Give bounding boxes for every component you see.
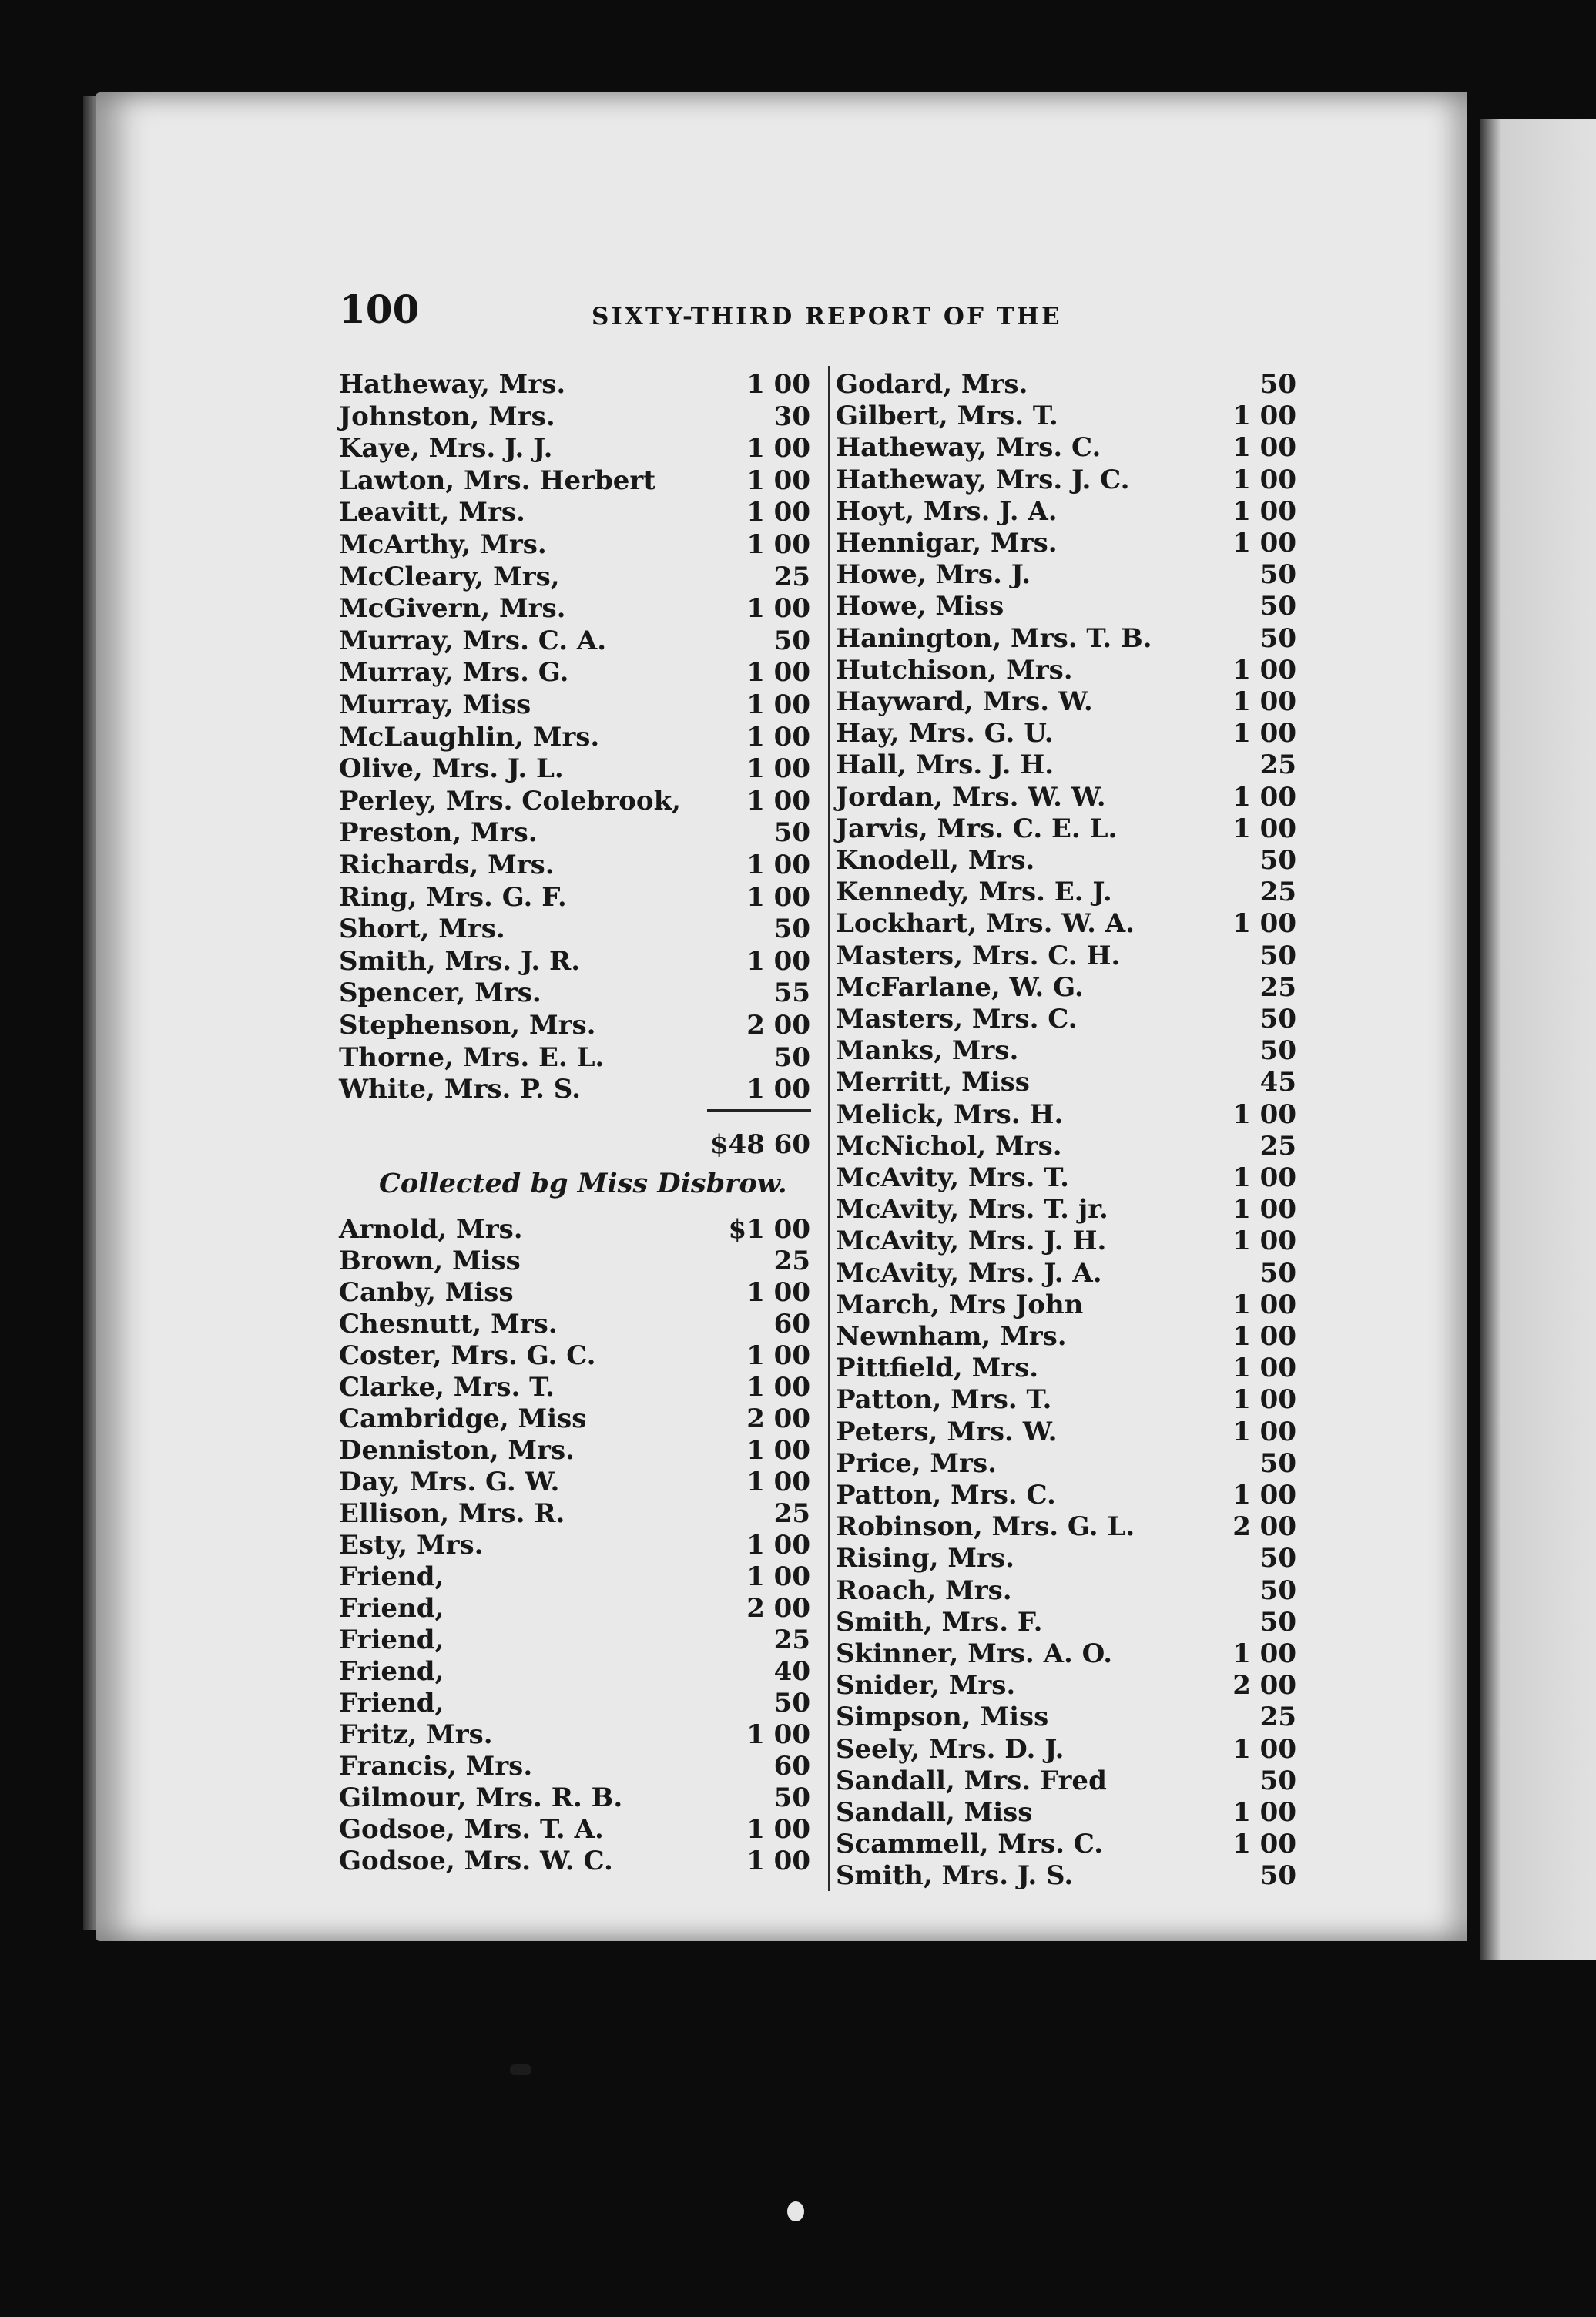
subscriber-name: Godsoe, Mrs. W. C. xyxy=(339,1846,613,1876)
subscriber-row xyxy=(836,1669,1296,1702)
subscription-amount: 1 00 xyxy=(746,1467,810,1497)
subscription-amount: 1 00 xyxy=(1232,464,1296,495)
subscriber-row xyxy=(339,1813,810,1846)
subscriber-name: Sandall, Mrs. Fred xyxy=(836,1765,1107,1796)
subscriber-row xyxy=(339,1687,810,1719)
subscriber-name: Hutchison, Mrs. xyxy=(836,654,1073,686)
subscriber-row xyxy=(339,881,810,914)
subscriber-row xyxy=(339,561,810,593)
subscription-amount: 50 xyxy=(773,625,810,656)
subscriber-name: Masters, Mrs. C. xyxy=(836,1004,1078,1034)
subscriber-row xyxy=(339,1371,810,1403)
subscription-amount: 60 xyxy=(773,1309,810,1340)
subscriber-name: Simpson, Miss xyxy=(836,1702,1049,1733)
subscriber-name: Hatheway, Mrs. J. C. xyxy=(836,464,1130,495)
subscriber-name: Robinson, Mrs. G. L. xyxy=(836,1511,1135,1543)
subscriber-name: Stephenson, Mrs. xyxy=(339,1010,596,1041)
subscriber-row xyxy=(339,1561,810,1593)
subscriber-row xyxy=(339,464,810,497)
subscription-amount: $1 00 xyxy=(728,1214,810,1245)
subscription-amount: 50 xyxy=(1259,1543,1296,1574)
subscription-amount: 2 00 xyxy=(1232,1511,1296,1543)
subscription-amount: 40 xyxy=(773,1656,810,1687)
subscriber-row xyxy=(339,1009,810,1041)
subscription-amount: 2 00 xyxy=(746,1010,810,1041)
subscriber-name: Perley, Mrs. Colebrook, xyxy=(339,785,682,816)
subscription-amount: 50 xyxy=(773,914,810,945)
subscription-amount: 1 00 xyxy=(746,753,810,785)
subscriber-row xyxy=(339,849,810,881)
subscription-amount: 1 00 xyxy=(1232,1733,1296,1765)
subscription-amount: 50 xyxy=(1259,845,1296,876)
subscription-amount: 1 00 xyxy=(746,529,810,560)
subscription-amount: 1 00 xyxy=(1232,1098,1296,1130)
subscription-amount: 50 xyxy=(773,817,810,849)
subscriber-name: Lockhart, Mrs. W. A. xyxy=(836,908,1135,940)
subscription-amount: 1 00 xyxy=(746,881,810,913)
subscription-amount: 45 xyxy=(1259,1067,1296,1098)
subscriber-row xyxy=(836,1003,1296,1035)
subscriber-row xyxy=(836,971,1296,1004)
subscriber-name: Godsoe, Mrs. T. A. xyxy=(339,1814,604,1845)
subscriber-row xyxy=(339,625,810,657)
subscriber-name: Hayward, Mrs. W. xyxy=(836,686,1093,717)
subscription-amount: 25 xyxy=(773,1246,810,1276)
subscriber-name: Richards, Mrs. xyxy=(339,850,555,880)
subscriber-name: Rising, Mrs. xyxy=(836,1543,1014,1574)
subscription-amount: 25 xyxy=(1259,877,1296,908)
subscriber-row xyxy=(339,1073,810,1105)
subscription-amount: 1 00 xyxy=(1232,1416,1296,1447)
subscriber-name: Smith, Mrs. J. S. xyxy=(836,1860,1074,1892)
subscription-amount: 30 xyxy=(773,401,810,432)
subtotal-row xyxy=(339,1128,810,1161)
subscriber-name: Knodell, Mrs. xyxy=(836,845,1035,876)
subscription-amount: 1 00 xyxy=(746,1814,810,1845)
subscriber-row xyxy=(339,1213,810,1246)
subscription-amount: 1 00 xyxy=(1232,908,1296,940)
subscriber-row xyxy=(836,558,1296,591)
subscriber-row xyxy=(339,592,810,625)
subscriber-name: McCleary, Mrs, xyxy=(339,561,560,592)
subscription-amount: 1 00 xyxy=(1232,495,1296,527)
subscriber-row xyxy=(836,876,1296,908)
subscriber-row xyxy=(836,1796,1296,1829)
subscription-amount: 1 00 xyxy=(1232,1638,1296,1669)
subscriber-row xyxy=(339,1245,810,1277)
subscriber-name: Murray, Mrs. G. xyxy=(339,657,569,689)
subscriber-row xyxy=(836,1859,1296,1892)
subscriber-name: Patton, Mrs. T. xyxy=(836,1384,1052,1416)
subscription-amount: 25 xyxy=(1259,749,1296,781)
subscriber-name: Arnold, Mrs. xyxy=(339,1214,523,1245)
subscriber-name: McFarlane, W. G. xyxy=(836,971,1084,1003)
subscriber-name: Hoyt, Mrs. J. A. xyxy=(836,495,1058,527)
subscriber-row xyxy=(339,656,810,689)
subscriber-name: Friend, xyxy=(339,1656,444,1687)
subscriber-name: Hennigar, Mrs. xyxy=(836,528,1058,558)
subscription-amount: 25 xyxy=(1259,1702,1296,1733)
subscriber-name: McAvity, Mrs. T. jr. xyxy=(836,1194,1108,1226)
subscriber-name: Merritt, Miss xyxy=(836,1067,1030,1098)
subscription-amount: 2 00 xyxy=(1232,1670,1296,1702)
subscription-amount: 1 00 xyxy=(1232,654,1296,686)
subscriber-name: Hatheway, Mrs. xyxy=(339,369,566,400)
subscriber-name: Smith, Mrs. J. R. xyxy=(339,945,581,977)
subscriber-row xyxy=(339,945,810,977)
subscriber-name: Sandall, Miss xyxy=(836,1797,1033,1828)
subscription-amount: 1 00 xyxy=(746,945,810,977)
subscription-amount: 50 xyxy=(1259,622,1296,654)
collector-subheading: Collected bg Miss Disbrow. xyxy=(379,1168,787,1199)
subscriber-name: Lawton, Mrs. Herbert xyxy=(339,464,656,496)
subscriber-name: Kaye, Mrs. J. J. xyxy=(339,433,553,464)
subscription-amount: 50 xyxy=(1259,1606,1296,1638)
subscription-amount: 1 00 xyxy=(1232,1226,1296,1257)
subscriber-row xyxy=(339,528,810,561)
subscription-amount: 1 00 xyxy=(746,785,810,816)
subscription-amount: 1 00 xyxy=(746,1530,810,1561)
subscriber-name: McLaughlin, Mrs. xyxy=(339,721,600,753)
subscriber-row xyxy=(339,1497,810,1530)
subscription-amount: 1 00 xyxy=(746,1340,810,1371)
subscription-amount: 1 00 xyxy=(1232,718,1296,749)
subscriber-name: Esty, Mrs. xyxy=(339,1530,484,1561)
subscription-amount: 1 00 xyxy=(746,464,810,496)
subscriber-name: Price, Mrs. xyxy=(836,1447,997,1479)
subscriber-row xyxy=(339,1845,810,1877)
subscriber-name: Howe, Miss xyxy=(836,591,1004,622)
subscription-amount: 1 00 xyxy=(1232,432,1296,464)
subscription-amount: 1 00 xyxy=(1232,1321,1296,1352)
subscriber-row xyxy=(836,1511,1296,1543)
subscriber-name: Murray, Mrs. C. A. xyxy=(339,625,607,656)
subscriber-row xyxy=(339,753,810,785)
subscription-amount: 1 00 xyxy=(746,850,810,880)
subscription-amount: 50 xyxy=(1259,591,1296,622)
subscriber-name: McAvity, Mrs. T. xyxy=(836,1162,1070,1193)
subscriber-name: Pittfield, Mrs. xyxy=(836,1353,1039,1384)
subscriber-name: Thorne, Mrs. E. L. xyxy=(339,1041,605,1073)
subscriber-row xyxy=(836,1447,1296,1480)
subscriber-row xyxy=(339,1466,810,1498)
subscriber-name: Brown, Miss xyxy=(339,1246,521,1276)
subscriber-row xyxy=(836,1162,1296,1194)
subscriber-name: Spencer, Mrs. xyxy=(339,977,542,1009)
subscription-amount: 1 00 xyxy=(746,1372,810,1403)
subscriber-name: Seely, Mrs. D. J. xyxy=(836,1733,1065,1765)
paper-hole xyxy=(787,2201,804,2221)
subscriber-name: Jordan, Mrs. W. W. xyxy=(836,781,1106,813)
subscriber-name: McGivern, Mrs. xyxy=(339,593,566,625)
subscription-amount: 1 00 xyxy=(746,497,810,528)
subscriber-row xyxy=(836,1034,1296,1067)
subscriber-row xyxy=(339,689,810,721)
subscription-amount: 50 xyxy=(1259,940,1296,971)
subscriber-row xyxy=(339,1592,810,1625)
subscriber-name: Hall, Mrs. J. H. xyxy=(836,749,1054,781)
subscriber-row xyxy=(339,1718,810,1751)
subscription-amount: 50 xyxy=(1259,1004,1296,1034)
subscriber-row xyxy=(836,1828,1296,1860)
subscriber-row xyxy=(836,590,1296,622)
subscriber-row xyxy=(836,1225,1296,1257)
subscriber-name: Cambridge, Miss xyxy=(339,1403,587,1434)
subscriber-row xyxy=(339,1782,810,1814)
subscriber-row xyxy=(836,1638,1296,1670)
subscriber-name: Fritz, Mrs. xyxy=(339,1719,493,1750)
subtotal-rule xyxy=(707,1109,811,1112)
subscriber-name: Olive, Mrs. J. L. xyxy=(339,753,564,785)
subscriber-row xyxy=(836,781,1296,813)
subscription-amount: 1 00 xyxy=(746,721,810,753)
subscription-amount: 1 00 xyxy=(1232,1162,1296,1193)
subscriber-name: Short, Mrs. xyxy=(339,914,505,945)
subscriber-row xyxy=(836,1320,1296,1353)
subscriber-row xyxy=(836,654,1296,686)
subscriber-name: Scammell, Mrs. C. xyxy=(836,1829,1104,1860)
running-head: SIXTY-THIRD REPORT OF THE xyxy=(592,303,1062,330)
subscription-amount: 1 00 xyxy=(1232,686,1296,717)
subscriber-row xyxy=(339,401,810,433)
subscription-amount: 50 xyxy=(1259,1257,1296,1289)
subscription-amount: 25 xyxy=(773,1498,810,1529)
subscription-amount: 1 00 xyxy=(1232,781,1296,813)
subscriber-row xyxy=(836,1098,1296,1131)
subscription-amount: 1 00 xyxy=(746,593,810,625)
subscriber-row xyxy=(339,816,810,849)
subscription-amount: 50 xyxy=(773,1041,810,1073)
subscriber-row xyxy=(836,431,1296,464)
subscription-amount: 2 00 xyxy=(746,1593,810,1624)
subscriber-name: Francis, Mrs. xyxy=(339,1751,533,1782)
subscriber-row xyxy=(836,1606,1296,1638)
subscriber-row xyxy=(339,1276,810,1309)
subscriber-row xyxy=(836,368,1296,401)
subscriber-row xyxy=(836,464,1296,496)
subscription-amount: 1 00 xyxy=(1232,401,1296,432)
subscriber-row xyxy=(836,1257,1296,1289)
subscriber-name: Hanington, Mrs. T. B. xyxy=(836,622,1152,654)
subscriber-name: Gilmour, Mrs. R. B. xyxy=(339,1782,623,1813)
subscription-amount: 2 00 xyxy=(746,1403,810,1434)
subscriber-name: McArthy, Mrs. xyxy=(339,529,547,560)
subscription-amount: 1 00 xyxy=(746,1074,810,1105)
subscription-amount: 1 00 xyxy=(746,433,810,464)
subscriber-row xyxy=(339,1041,810,1074)
subscription-amount: 50 xyxy=(1259,369,1296,400)
subscriber-row xyxy=(836,749,1296,781)
subscriber-name: Masters, Mrs. C. H. xyxy=(836,940,1121,971)
subscriber-name: Jarvis, Mrs. C. E. L. xyxy=(836,813,1118,844)
subscriber-row xyxy=(339,1403,810,1435)
subscriber-row xyxy=(836,1542,1296,1574)
subscriber-name: Friend, xyxy=(339,1625,444,1655)
subscriber-name: White, Mrs. P. S. xyxy=(339,1074,581,1105)
subscription-amount: 1 00 xyxy=(1232,1194,1296,1226)
subscription-amount: 1 00 xyxy=(746,1719,810,1750)
subscriber-row xyxy=(836,1574,1296,1607)
subscriber-row xyxy=(836,1765,1296,1797)
subscriber-row xyxy=(339,1624,810,1656)
subscriber-name: Newnham, Mrs. xyxy=(836,1321,1067,1352)
subscriber-name: Murray, Miss xyxy=(339,689,531,720)
subscriber-name: Friend, xyxy=(339,1561,444,1592)
subscriber-row xyxy=(339,1529,810,1561)
subscriber-row xyxy=(836,907,1296,940)
subscription-amount: 50 xyxy=(1259,1574,1296,1606)
subscriber-row xyxy=(836,1130,1296,1162)
subscription-amount: 1 00 xyxy=(1232,1289,1296,1320)
subscription-amount: 1 00 xyxy=(746,657,810,689)
subscription-amount: 1 00 xyxy=(1232,813,1296,844)
subscriber-row xyxy=(836,622,1296,655)
ink-mark xyxy=(510,2064,531,2075)
subscriber-name: McAvity, Mrs. J. A. xyxy=(836,1257,1102,1289)
subscription-amount: 25 xyxy=(1259,1130,1296,1162)
subscriber-name: Manks, Mrs. xyxy=(836,1035,1019,1067)
subscriber-name: Ellison, Mrs. R. xyxy=(339,1498,565,1529)
subscriber-row xyxy=(339,496,810,528)
subscription-amount: 1 00 xyxy=(746,1435,810,1466)
subscriber-row xyxy=(836,495,1296,528)
subscriber-row xyxy=(836,1383,1296,1416)
subscriber-row xyxy=(836,717,1296,749)
subscription-amount: 1 00 xyxy=(1232,1353,1296,1384)
subscriber-row xyxy=(836,1289,1296,1321)
subscriber-name: Kennedy, Mrs. E. J. xyxy=(836,877,1112,908)
subscriber-row xyxy=(339,785,810,817)
subscriber-row xyxy=(836,527,1296,559)
subscription-amount: 50 xyxy=(1259,1860,1296,1892)
subscription-amount: 50 xyxy=(1259,1447,1296,1479)
subscription-amount: 50 xyxy=(1259,1035,1296,1067)
subscriber-name: Melick, Mrs. H. xyxy=(836,1098,1064,1130)
column-divider xyxy=(828,366,830,1891)
subscriber-row xyxy=(836,1193,1296,1226)
subscriber-name: Denniston, Mrs. xyxy=(339,1435,575,1466)
subscriber-name: Hatheway, Mrs. C. xyxy=(836,432,1101,464)
subscriber-name: Godard, Mrs. xyxy=(836,369,1028,400)
subscriber-row xyxy=(339,1750,810,1782)
subscriber-name: Preston, Mrs. xyxy=(339,817,538,849)
subscription-amount: 1 00 xyxy=(746,1561,810,1592)
subscriber-name: Skinner, Mrs. A. O. xyxy=(836,1638,1113,1669)
subscriber-row xyxy=(836,813,1296,845)
subscriber-name: Hay, Mrs. G. U. xyxy=(836,718,1054,749)
subscription-amount: 1 00 xyxy=(746,689,810,720)
subscription-amount: 1 00 xyxy=(746,1277,810,1308)
subscription-amount: 1 00 xyxy=(1232,1829,1296,1860)
subscriber-name: Day, Mrs. G. W. xyxy=(339,1467,560,1497)
subscriber-row xyxy=(836,844,1296,877)
subscriber-name: Coster, Mrs. G. C. xyxy=(339,1340,596,1371)
subscriber-name: Chesnutt, Mrs. xyxy=(339,1309,558,1340)
subscriber-row xyxy=(339,977,810,1009)
subscriber-name: Canby, Miss xyxy=(339,1277,514,1308)
subscriber-row xyxy=(339,913,810,945)
subscriber-name: Peters, Mrs. W. xyxy=(836,1416,1058,1447)
subscriber-row xyxy=(339,1655,810,1688)
subscriber-name: Clarke, Mrs. T. xyxy=(339,1372,555,1403)
subscription-amount: 1 00 xyxy=(1232,1797,1296,1828)
subscription-amount: 50 xyxy=(773,1688,810,1718)
subscription-amount: 50 xyxy=(1259,1765,1296,1796)
subscriber-name: McAvity, Mrs. J. H. xyxy=(836,1226,1107,1257)
subscriber-row xyxy=(339,1434,810,1467)
subscriber-row xyxy=(339,1308,810,1340)
subscription-amount: 50 xyxy=(773,1782,810,1813)
subscriber-name: Howe, Mrs. J. xyxy=(836,559,1031,591)
subscription-amount: 50 xyxy=(1259,559,1296,591)
subscription-amount: 1 00 xyxy=(746,1846,810,1876)
subscriber-name: Patton, Mrs. C. xyxy=(836,1480,1056,1511)
subscriber-row xyxy=(836,1701,1296,1733)
subscription-amount: 25 xyxy=(773,1625,810,1655)
subscriber-row xyxy=(339,432,810,464)
subscriber-name: Johnston, Mrs. xyxy=(339,401,555,432)
subscriber-row xyxy=(836,1352,1296,1384)
subscriber-row xyxy=(339,1340,810,1372)
subscription-amount: 1 00 xyxy=(1232,1384,1296,1416)
subscriber-name: McNichol, Mrs. xyxy=(836,1130,1062,1162)
page-number: 100 xyxy=(339,287,420,332)
subscriber-name: March, Mrs John xyxy=(836,1289,1084,1320)
subscriber-name: Smith, Mrs. F. xyxy=(836,1606,1043,1638)
subscriber-name: Snider, Mrs. xyxy=(836,1670,1016,1702)
subscriber-name: Friend, xyxy=(339,1688,444,1718)
subscriber-row xyxy=(836,1479,1296,1511)
subtotal-amount: $48 60 xyxy=(709,1129,810,1160)
subscriber-name: Friend, xyxy=(339,1593,444,1624)
subscriber-row xyxy=(836,1733,1296,1765)
subscription-amount: 25 xyxy=(773,561,810,592)
subscriber-row xyxy=(339,721,810,753)
subscriber-row xyxy=(836,400,1296,432)
subscription-amount: 1 00 xyxy=(746,369,810,400)
subscriber-name: Ring, Mrs. G. F. xyxy=(339,881,567,913)
subscription-amount: 25 xyxy=(1259,971,1296,1003)
subscriber-row xyxy=(836,1416,1296,1448)
subscriber-row xyxy=(836,1066,1296,1098)
subscription-amount: 60 xyxy=(773,1751,810,1782)
subscriber-name: Roach, Mrs. xyxy=(836,1574,1012,1606)
subscription-amount: 1 00 xyxy=(1232,528,1296,558)
subscriber-row xyxy=(836,686,1296,718)
subscriber-name: Leavitt, Mrs. xyxy=(339,497,525,528)
subscriber-row xyxy=(836,940,1296,972)
subscriber-row xyxy=(339,368,810,401)
facing-page-edge xyxy=(1480,119,1596,1960)
subscription-amount: 1 00 xyxy=(1232,1480,1296,1511)
subscription-amount: 55 xyxy=(773,977,810,1009)
subscriber-name: Gilbert, Mrs. T. xyxy=(836,401,1058,432)
